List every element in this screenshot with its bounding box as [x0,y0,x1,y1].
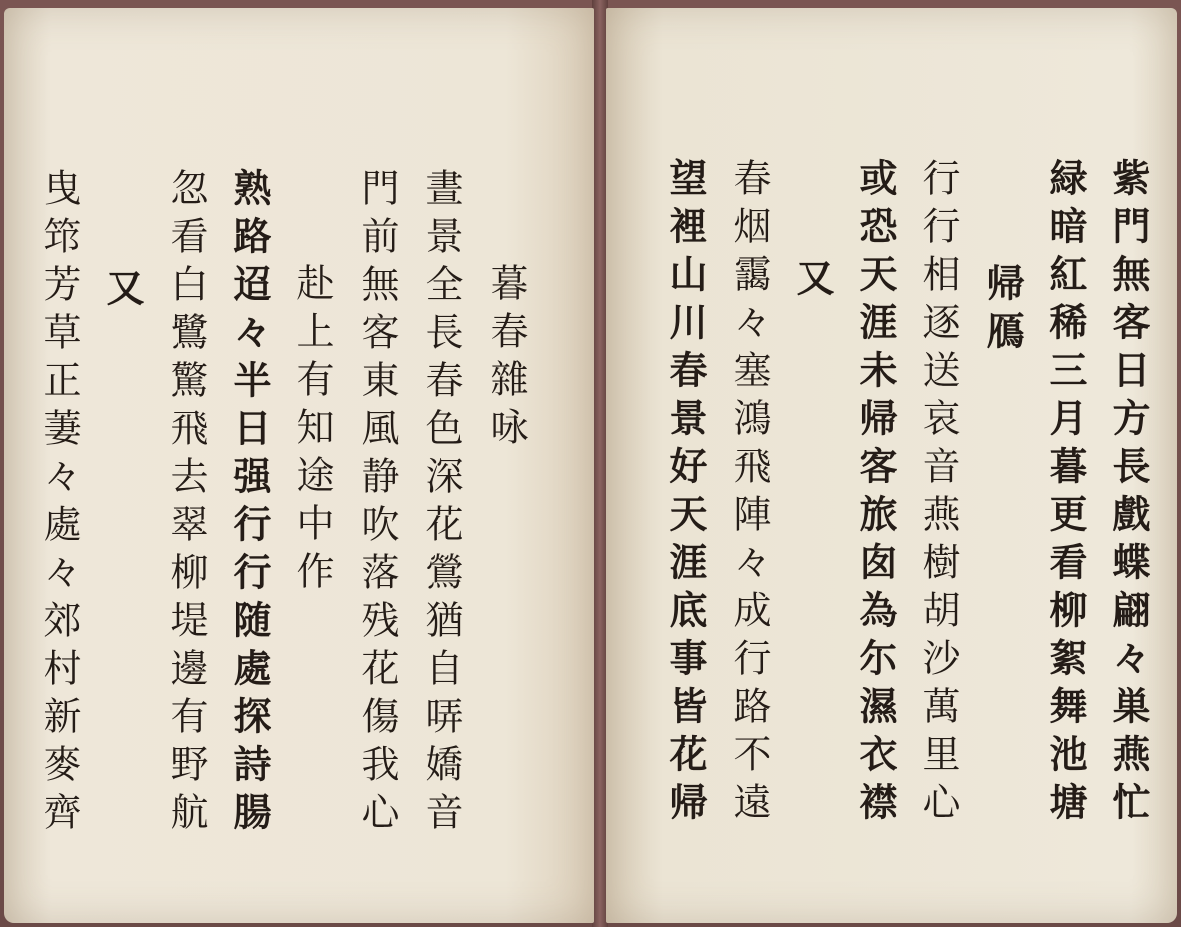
poem-heading-again: 又 [100,268,145,316]
poem-title-returning-geese: 帰鴈 [980,263,1025,359]
poem-title-late-spring: 暮春雜咏 [484,263,528,455]
poem-line: 望裡山川春景好天涯底事皆花帰 [663,158,708,830]
poem-line: 行行相逐送哀音燕樹胡沙萬里心 [916,158,960,830]
poem-title-journey: 赴上有知途中作 [290,263,334,599]
poem-line: 熟路迢々半日强行行随處探詩腸 [227,168,272,840]
poem-line: 緑暗紅稀三月暮更看柳絮舞池塘 [1043,158,1088,830]
poem-line: 紫門無客日方長戲蝶翩々巣燕忙 [1106,158,1151,830]
poem-line: 門前無客東風静吹落残花傷我心 [355,168,399,840]
right-page [606,8,1177,923]
poem-heading-again: 又 [790,258,835,306]
poem-line: 晝景全長春色深花鶯猶自哢嬌音 [419,168,463,840]
left-page [4,8,594,923]
poem-line: 忽看白鷺驚飛去翠柳堤邊有野航 [164,168,208,840]
poem-line: 春烟靄々塞鴻飛陣々成行路不遠 [727,158,771,830]
poem-line: 或恐天涯未帰客旅囱為尓濕衣襟 [853,158,898,830]
poem-line: 曳筇芳草正萋々處々郊村新麥齊 [37,168,81,840]
